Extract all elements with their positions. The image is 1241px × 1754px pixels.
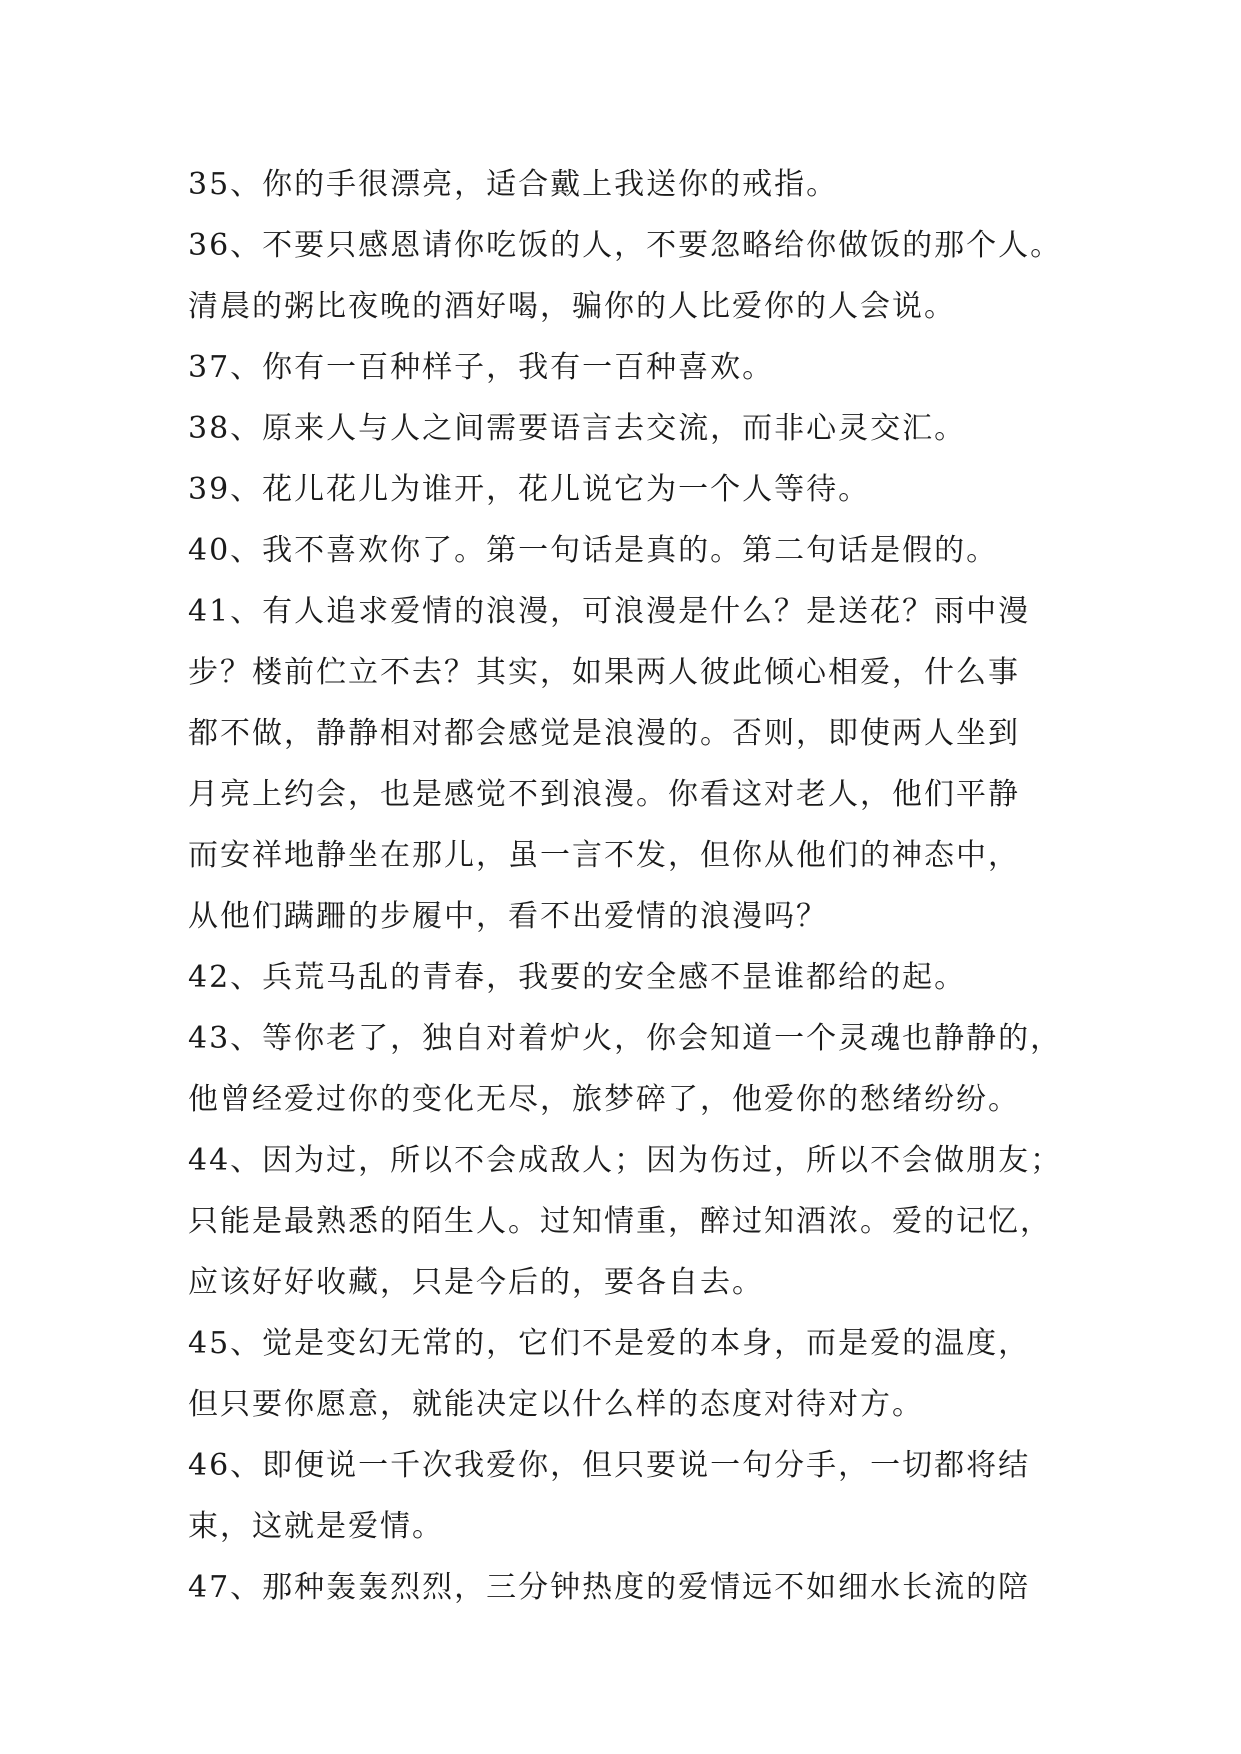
text-line: 月亮上约会，也是感觉不到浪漫。你看这对老人，他们平静: [188, 777, 1020, 812]
text-line: 44、因为过，所以不会成敌人；因为伤过，所以不会做朋友；: [188, 1143, 1063, 1178]
text-line: 应该好好收藏，只是今后的，要各自去。: [188, 1265, 764, 1300]
text-line: 46、即便说一千次我爱你，但只要说一句分手，一切都将结: [188, 1448, 1031, 1483]
text-line: 只能是最熟悉的陌生人。过知情重，醉过知酒浓。爱的记忆，: [188, 1204, 1052, 1239]
text-line: 37、你有一百种样子，我有一百种喜欢。: [188, 350, 775, 385]
text-line: 束，这就是爱情。: [188, 1509, 444, 1544]
text-line: 从他们蹒跚的步履中，看不出爱情的浪漫吗？: [188, 899, 828, 934]
text-line: 40、我不喜欢你了。第一句话是真的。第二句话是假的。: [188, 533, 999, 568]
text-line: 他曾经爱过你的变化无尽，旅梦碎了，他爱你的愁绪纷纷。: [188, 1082, 1020, 1117]
text-line: 而安祥地静坐在那儿，虽一言不发，但你从他们的神态中，: [188, 838, 1020, 873]
text-line: 47、那种轰轰烈烈，三分钟热度的爱情远不如细水长流的陪: [188, 1570, 1031, 1605]
text-line: 45、觉是变幻无常的，它们不是爱的本身，而是爱的温度，: [188, 1326, 1031, 1361]
text-line: 都不做，静静相对都会感觉是浪漫的。否则，即使两人坐到: [188, 716, 1020, 751]
text-line: 35、你的手很漂亮，适合戴上我送你的戒指。: [188, 167, 839, 202]
text-line: 步？楼前伫立不去？其实，如果两人彼此倾心相爱，什么事: [188, 655, 1020, 690]
text-line: 41、有人追求爱情的浪漫，可浪漫是什么？是送花？雨中漫: [188, 594, 1031, 629]
text-line: 43、等你老了，独自对着炉火，你会知道一个灵魂也静静的，: [188, 1021, 1063, 1056]
text-line: 但只要你愿意，就能决定以什么样的态度对待对方。: [188, 1387, 924, 1422]
document-text-block: [188, 154, 1088, 1618]
text-line: 36、不要只感恩请你吃饭的人，不要忽略给你做饭的那个人。: [188, 228, 1063, 263]
text-line: 清晨的粥比夜晚的酒好喝，骗你的人比爱你的人会说。: [188, 289, 956, 324]
text-line: 42、兵荒马乱的青春，我要的安全感不昰谁都给的起。: [188, 960, 967, 995]
text-line: 38、原来人与人之间需要语言去交流，而非心灵交汇。: [188, 411, 967, 446]
text-line: 39、花儿花儿为谁开，花儿说它为一个人等待。: [188, 472, 871, 507]
